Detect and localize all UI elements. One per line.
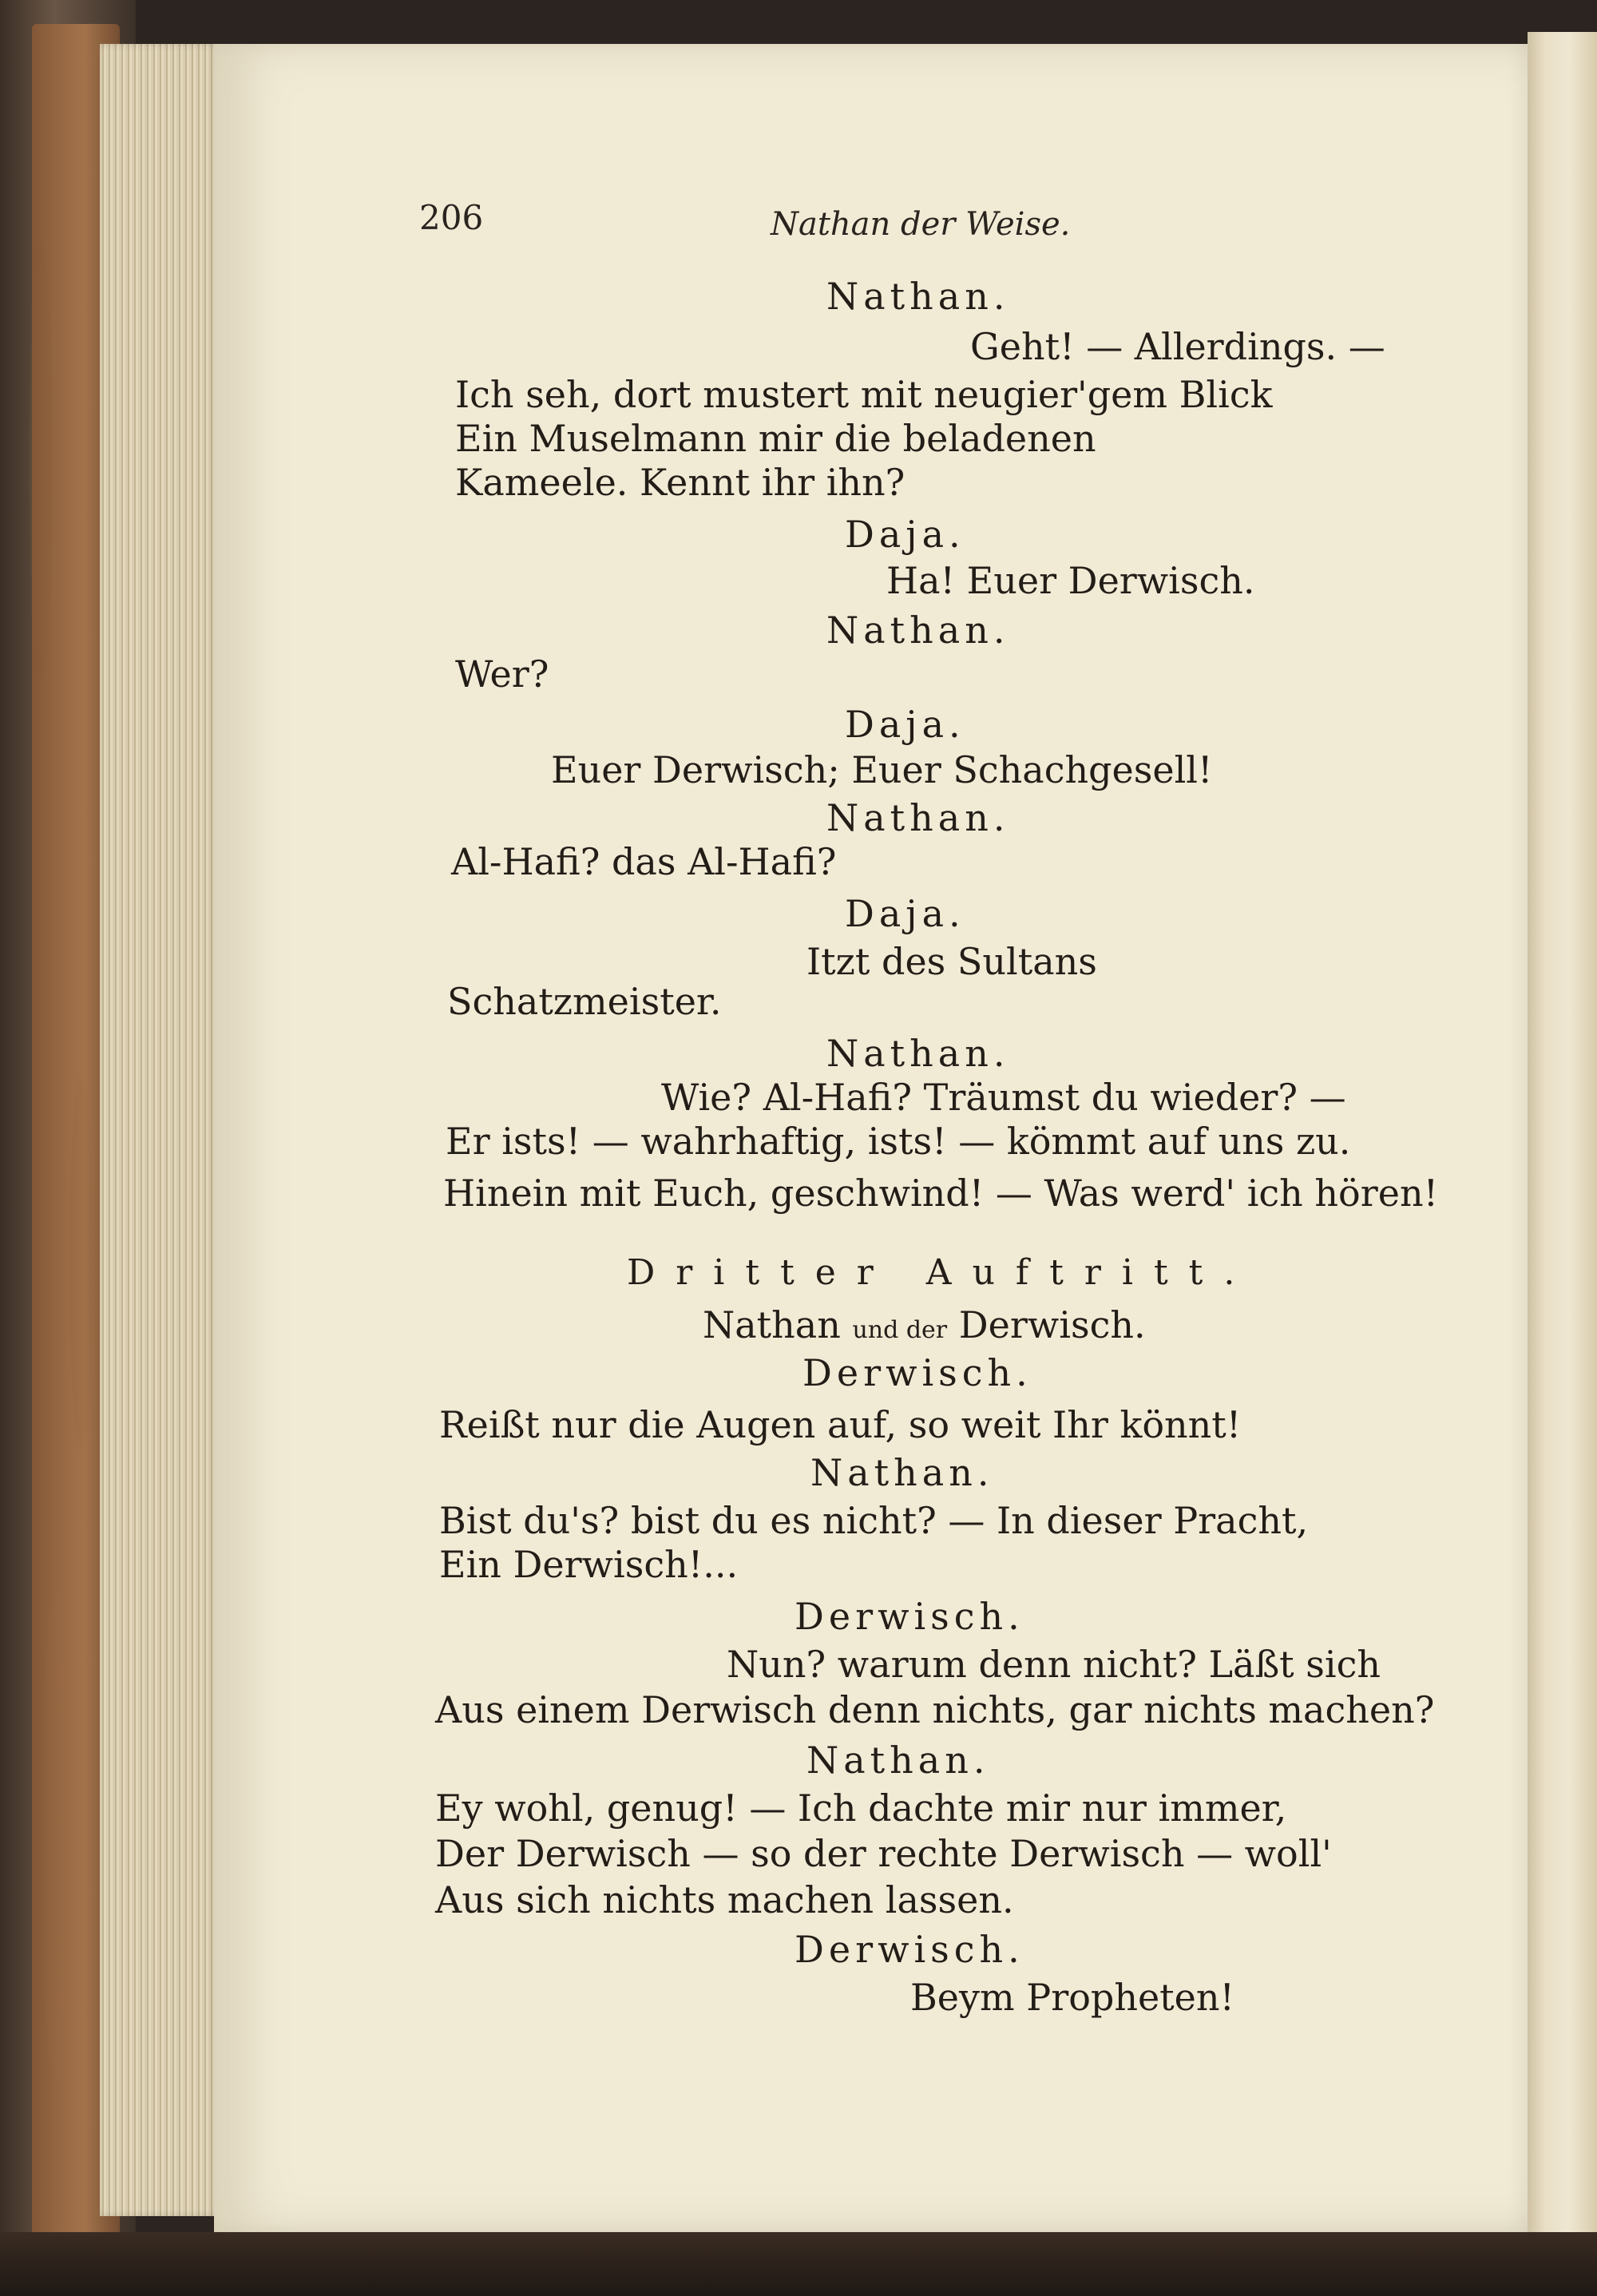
speaker-label: Daja. <box>845 513 965 556</box>
speaker-label: Nathan. <box>826 609 1010 652</box>
verse-line: Ich seh, dort mustert mit neugier'gem Blick <box>455 373 1273 416</box>
verse-line: Reißt nur die Augen auf, so weit Ihr könnt! <box>439 1403 1242 1446</box>
verse-line: Euer Derwisch; Euer Schachgesell! <box>551 748 1213 791</box>
verse-line: Al-Hafi? das Al-Hafi? <box>451 840 837 883</box>
speaker-label: Derwisch. <box>795 1595 1024 1638</box>
verse-line: Der Derwisch — so der rechte Derwisch — woll' <box>435 1832 1332 1875</box>
speaker-label: Nathan. <box>826 796 1010 839</box>
verse-line: Aus sich nichts machen lassen. <box>435 1878 1014 1921</box>
page-number: 206 <box>419 198 484 237</box>
verse-line: Er ists! — wahrhaftig, ists! — kömmt auf uns zu. <box>446 1120 1351 1163</box>
verse-line: Kameele. Kennt ihr ihn? <box>455 461 905 504</box>
speaker-label: Daja. <box>845 892 965 935</box>
verse-line: Ha! Euer Derwisch. <box>886 559 1255 602</box>
verse-line: Wer? <box>455 652 549 696</box>
verse-line: Schatzmeister. <box>447 980 722 1023</box>
verse-line: Geht! — Allerdings. — <box>970 325 1385 368</box>
speaker-label: Nathan. <box>826 1032 1010 1075</box>
speaker-label: Nathan. <box>810 1451 994 1494</box>
persons-connector: und der <box>852 1316 948 1344</box>
speaker-label: Derwisch. <box>795 1928 1024 1971</box>
person-derwisch: Derwisch. <box>958 1303 1146 1346</box>
verse-line: Ein Muselmann mir die beladenen <box>455 417 1096 460</box>
speaker-label: Nathan. <box>806 1739 990 1782</box>
person-nathan: Nathan <box>703 1303 841 1346</box>
verse-line: Ein Derwisch!... <box>439 1543 739 1586</box>
verse-line: Itzt des Sultans <box>806 940 1097 983</box>
verse-line: Hinein mit Euch, geschwind! — Was werd' ich hören! <box>443 1172 1439 1215</box>
verse-line: Beym Propheten! <box>910 1976 1235 2019</box>
scene-heading: Dritter Auftritt. <box>627 1252 1256 1293</box>
speaker-label: Daja. <box>845 703 965 746</box>
running-title: Nathan der Weise. <box>771 206 1071 243</box>
speaker-label: Derwisch. <box>802 1351 1032 1394</box>
verse-line: Bist du's? bist du es nicht? — In dieser Pracht, <box>439 1499 1309 1542</box>
verse-line: Ey wohl, genug! — Ich dachte mir nur immer, <box>435 1786 1287 1830</box>
verse-line: Aus einem Derwisch denn nichts, gar nichts machen? <box>435 1688 1435 1731</box>
verse-line: Nun? warum denn nicht? Läßt sich <box>727 1643 1381 1686</box>
speaker-label: Nathan. <box>826 275 1010 318</box>
verse-line: Wie? Al-Hafi? Träumst du wieder? — <box>661 1076 1346 1119</box>
persons-line <box>703 1302 1146 1354</box>
